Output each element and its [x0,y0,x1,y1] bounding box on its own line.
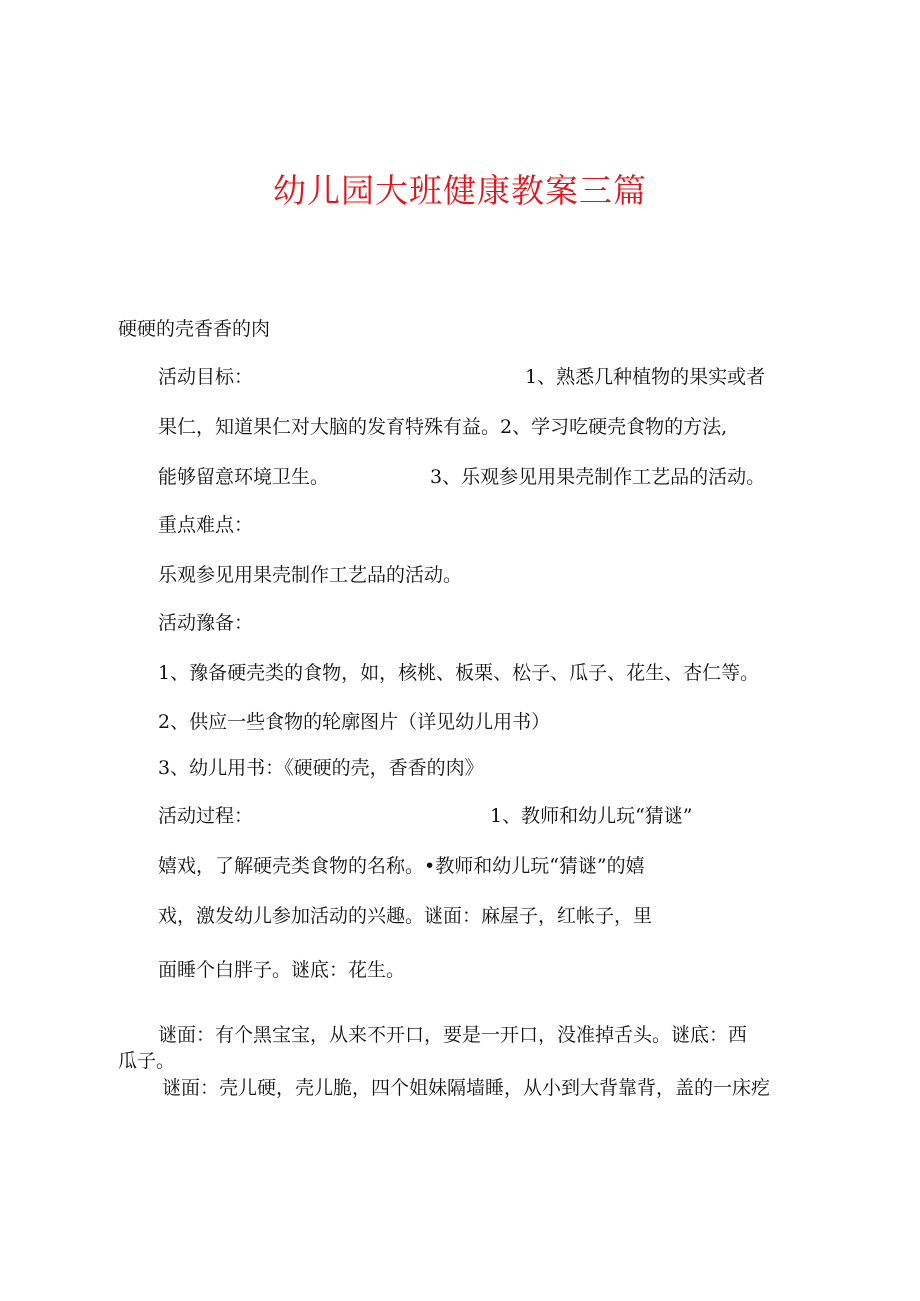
section-title: 硬硬的壳香香的肉 [118,318,271,340]
process-item-1-start: 1、教师和幼儿玩“猜谜” [490,805,693,827]
riddle-3: 谜面：壳儿硬，壳儿脆，四个姐妹隔墙睡，从小到大背靠背，盖的一床疙 [162,1077,771,1099]
goal-label: 活动目标： [158,366,254,388]
key-content: 乐观参见用果壳制作工艺品的活动。 [158,564,463,586]
goal-line-2: 果仁，知道果仁对大脑的发育特殊有益。2、学习吃硬壳食物的方法, [158,416,728,438]
process-line-4: 面睡个白胖子。谜底：花生。 [158,959,406,981]
goal-line-3-right: 3、乐观参见用果壳制作工艺品的活动。 [430,466,766,488]
riddle-2: 谜面：有个黑宝宝，从来不开口，要是一开口，没准掉舌头。谜底：西瓜子。 [118,1024,748,1072]
prep-item-3: 3、幼儿用书：《硬硬的壳，香香的肉》 [158,757,484,779]
prep-item-2: 2、供应一些食物的轮廓图片（详见幼儿用书） [158,711,551,733]
document-title: 幼儿园大班健康教案三篇 [273,171,647,210]
goal-item-1-start: 1、熟悉几种植物的果实或者 [525,366,766,388]
process-line-2: 嬉戏，了解硬壳类食物的名称。•教师和幼儿玩“猜谜”的嬉 [158,855,645,877]
key-label: 重点难点： [158,514,254,536]
process-line-3: 戏，激发幼儿参加活动的兴趣。谜面：麻屋子，红帐子，里 [158,905,653,927]
goal-line-3-left: 能够留意环境卫生。 [158,466,330,488]
process-label: 活动过程： [158,805,254,827]
prep-item-1: 1、豫备硬壳类的食物，如，核桃、板栗、松子、瓜子、花生、杏仁等。 [158,662,760,684]
prep-label: 活动豫备： [158,612,254,634]
